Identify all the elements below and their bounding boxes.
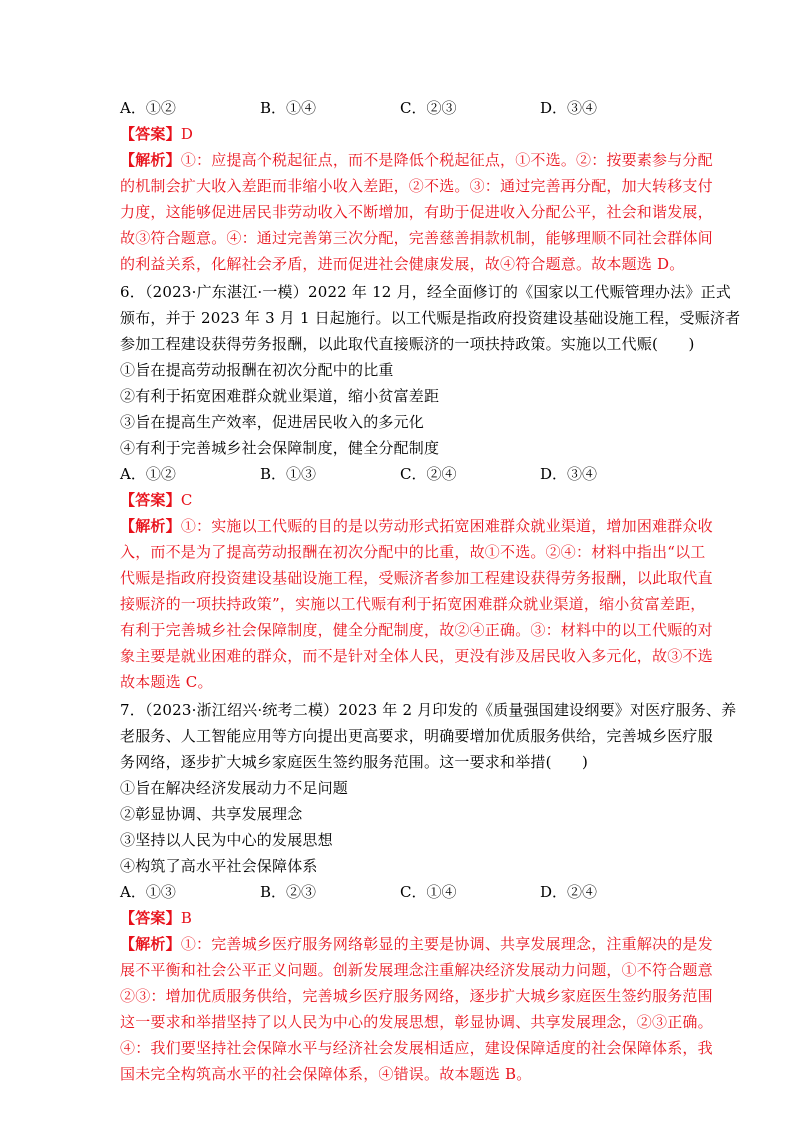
q5-option-b: B．①④ [260,99,317,117]
q5-analysis-line-2: 的机制会扩大收入差距而非缩小收入差距，②不选。③：通过完善再分配，加大转移支付 [120,177,713,195]
analysis-label: 【解析】 [120,151,181,169]
q6-analysis-line-7: 故本题选 C。 [120,673,213,691]
q6-analysis-line-5: 有利于完善城乡社会保障制度，健全分配制度，故②④正确。③：材料中的以工代赈的对 [120,621,713,639]
q6-analysis-line-2: 入，而不是为了提高劳动报酬在初次分配中的比重，故①不选。②④：材料中指出“以工 [120,543,706,561]
q6-option-d: D．③④ [540,465,598,483]
answer-value: B [180,909,193,927]
q7-statement-3: ③坚持以人民为中心的发展思想 [120,831,333,849]
answer-label: 【答案】 [120,125,181,143]
q7-stem-line-1: 7．（2023·浙江绍兴·统考二模）2023 年 2 月印发的《质量强国建设纲要》对医疗服务、养 [120,701,737,719]
q5-option-d: D．③④ [540,99,598,117]
q7-analysis-line-2: 展不平衡和社会公平正义问题。创新发展理念注重解决经济发展动力问题，①不符合题意 [120,961,713,979]
q7-option-d: D．②④ [540,883,598,901]
q7-statement-1: ①旨在解决经济发展动力不足问题 [120,779,349,797]
q7-analysis-line-6: 国未完全构筑高水平的社会保障体系，④错误。故本题选 B。 [120,1065,532,1083]
q7-stem-line-2: 老服务、人工智能应用等方向提出更高要求，明确要增加优质服务供给，完善城乡医疗服 [120,727,713,745]
q5-option-a: A．①② [120,99,176,117]
answer-label: 【答案】 [120,491,181,509]
q6-option-a: A．①② [120,465,176,483]
q6-analysis-line-1 [120,516,713,536]
q5-analysis-line-4: 故③符合题意。④：通过完善第三次分配，完善慈善捐款机制，能够理顺不同社会群体间 [120,229,713,247]
q6-analysis-line-3: 代赈是指政府投资建设基础设施工程，受赈济者参加工程建设获得劳务报酬，以此取代直 [120,569,713,587]
q7-stem-line-3: 务网络，逐步扩大城乡家庭医生签约服务范围。这一要求和举措( ) [120,753,589,771]
q7-analysis-line-4: 这一要求和举措坚持了以人民为中心的发展思想，彰显协调、共享发展理念，②③正确。 [120,1013,713,1031]
q7-analysis-line-1 [120,934,713,954]
q7-answer [120,908,680,928]
analysis-text: ①：实施以工代赈的目的是以劳动形式拓宽困难群众就业渠道，增加困难群众收 [180,517,713,535]
q6-statement-2: ②有利于拓宽困难群众就业渠道，缩小贫富差距 [120,387,440,405]
analysis-text: ①：应提高个税起征点，而不是降低个税起征点，①不选。②：按要素参与分配 [180,151,713,169]
q6-answer [120,490,680,510]
q7-statement-2: ②彰显协调、共享发展理念 [120,805,303,823]
q6-statement-4: ④有利于完善城乡社会保障制度，健全分配制度 [120,439,440,457]
q7-analysis-line-5: ④：我们要坚持社会保障水平与经济社会发展相适应，建设保障适度的社会保障体系，我 [120,1039,713,1057]
answer-value: D [180,125,194,143]
q7-option-a: A．①③ [120,883,176,901]
q6-statement-1: ①旨在提高劳动报酬在初次分配中的比重 [120,361,394,379]
q6-statement-3: ③旨在提高生产效率，促进居民收入的多元化 [120,413,425,431]
analysis-label: 【解析】 [120,517,181,535]
q7-analysis-line-3: ②③：增加优质服务供给，完善城乡医疗服务网络，逐步扩大城乡家庭医生签约服务范围 [120,987,713,1005]
answer-label: 【答案】 [120,909,181,927]
q5-analysis-line-5: 的利益关系，化解社会矛盾，进而促进社会健康发展，故④符合题意。故本题选 D。 [120,255,685,273]
q5-analysis-line-1 [120,150,713,170]
q7-statement-4: ④构筑了高水平社会保障体系 [120,857,318,875]
q6-stem-line-1: 6．（2023·广东湛江·一模）2022 年 12 月，经全面修订的《国家以工代赈管理办法》正式 [120,283,731,301]
analysis-label: 【解析】 [120,935,181,953]
q7-option-c: C．①④ [400,883,457,901]
answer-value: C [180,491,193,509]
q6-stem-line-3: 参加工程建设获得劳务报酬，以此取代直接赈济的一项扶持政策。实施以工代赈( ) [120,335,695,353]
q7-option-b: B．②③ [260,883,317,901]
analysis-text: ①：完善城乡医疗服务网络彰显的主要是协调、共享发展理念，注重解决的是发 [180,935,713,953]
q6-stem-line-2: 颁布，并于 2023 年 3 月 1 日起施行。以工代赈是指政府投资建设基础设施工程，受赈济者 [120,309,741,327]
q5-analysis-line-3: 力度，这能够促进居民非劳动收入不断增加，有助于促进收入分配公平，社会和谐发展， [120,203,713,221]
q6-option-b: B．①③ [260,465,317,483]
q5-option-c: C．②③ [400,99,457,117]
q6-analysis-line-4: 接赈济的一项扶持政策”，实施以工代赈有利于拓宽困难群众就业渠道，缩小贫富差距， [120,595,706,613]
q6-analysis-line-6: 象主要是就业困难的群众，而不是针对全体人民，更没有涉及居民收入多元化，故③不选 [120,647,713,665]
q5-answer [120,124,680,144]
q6-option-c: C．②④ [400,465,457,483]
